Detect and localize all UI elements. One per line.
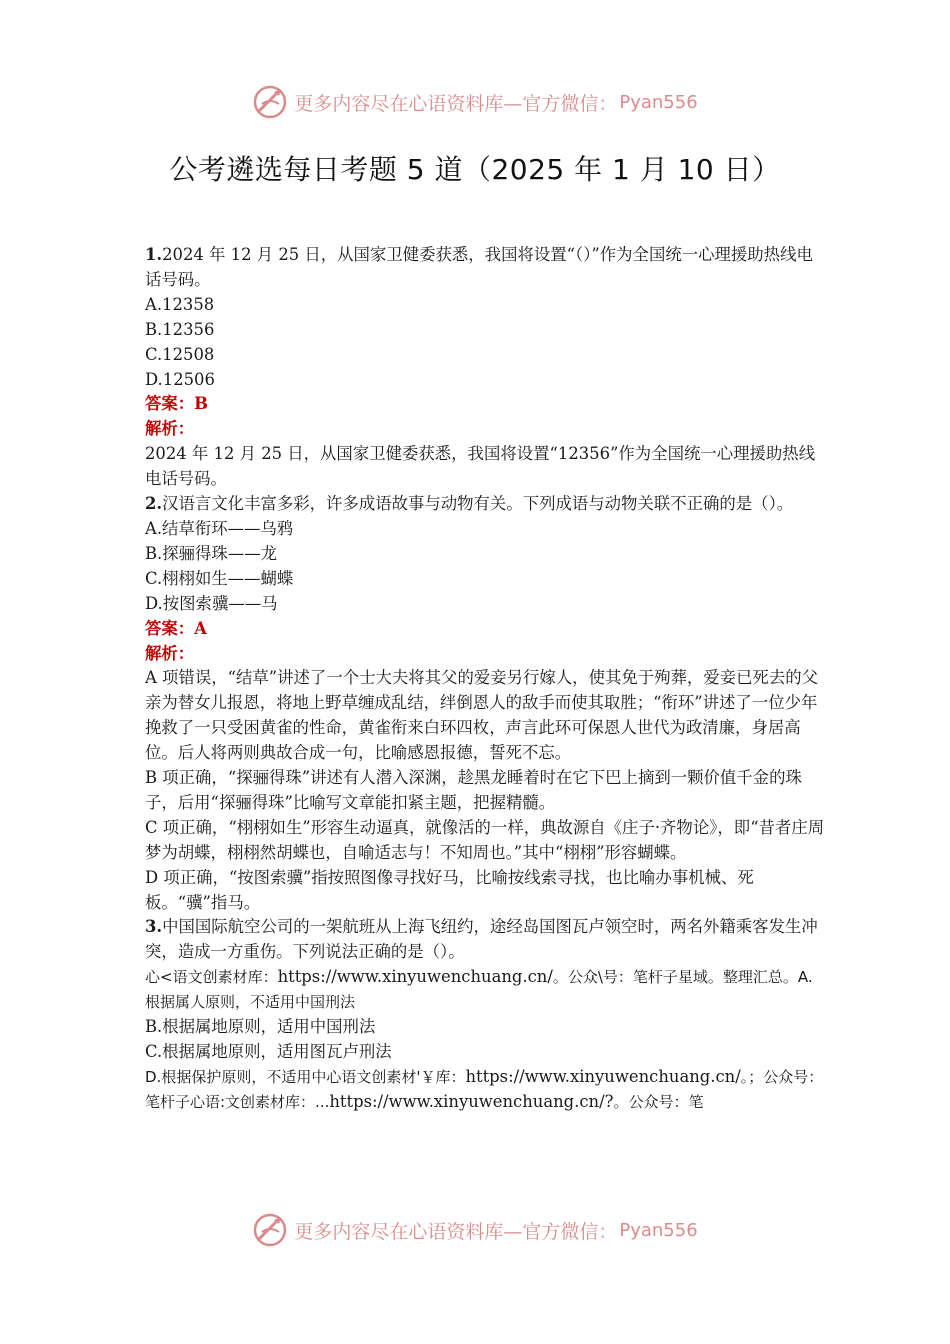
analysis-paragraph: A 项错误，“结草”讲述了一个士大夫将其父的爱妾另行嫁人，使其免于殉葬，爱妾已死去的父亲为替女儿报恩，将地上野草缠成乱结，绊倒恩人的敌手而使其取胜；“衔环”讲述了一位少年挽救了一只受困黄雀的性命，黄雀衔来白环四枚，声言此环可保恩人世代为政清廉，身居高位。后人将两则典故合成一句，比喻感恩报德，誓死不忘。 xyxy=(145,668,819,763)
analysis-label: 解析： xyxy=(145,419,195,439)
page-title: 公考遴选每日考题 5 道（2025 年 1 月 10 日） xyxy=(169,153,781,186)
option-a-with-watermark xyxy=(145,965,825,1015)
answer: 答案：A xyxy=(145,618,207,638)
banner-text: 更多内容尽在心语资料库—官方微信： xyxy=(294,1220,618,1243)
analysis-label: 解析： xyxy=(145,643,195,663)
question-text: 中国国际航空公司的一架航班从上海飞纽约，途经岛国图瓦卢领空时，两名外籍乘客发生冲突，造成一方重伤。下列说法正确的是（）。 xyxy=(145,917,818,962)
document-body xyxy=(145,243,825,1115)
banner-wechat-id: Pyan556 xyxy=(619,91,698,113)
header-banner xyxy=(0,80,950,124)
option: B.根据属地原则，适用中国刑法 xyxy=(145,1017,376,1037)
watermark-text: 。公众号：笔 xyxy=(613,1092,704,1111)
option: C.12508 xyxy=(145,344,215,364)
watermark-text: 。；公众号：笔杆子心语:文创素材库：... xyxy=(145,1067,824,1111)
watermark-text: 心<语文创素材库： xyxy=(145,968,278,987)
option: A.12358 xyxy=(145,294,215,314)
answer: 答案：B xyxy=(145,394,209,414)
analysis-paragraph: B 项正确，“探骊得珠”讲述有人潜入深渊，趁黑龙睡着时在它下巴上摘到一颗价值千金的珠子，后用“探骊得珠”比喻写文章能扣紧主题，把握精髓。 xyxy=(145,768,802,812)
question-3-stem xyxy=(145,915,825,965)
watermark-url[interactable]: https://www.xinyuwenchuang.cn/ xyxy=(277,967,553,987)
question-number: 2. xyxy=(145,494,163,514)
question-number: 1. xyxy=(145,245,163,264)
question-2-stem xyxy=(145,492,825,517)
watermark-url[interactable]: https://www.xinyuwenchuang.cn/ xyxy=(465,1066,741,1086)
analysis-paragraph: D 项正确，“按图索骥”指按照图像寻找好马，比喻按线索寻找，也比喻办事机械、死板。“骥”指马。 xyxy=(145,867,754,912)
question-1-stem xyxy=(145,243,825,293)
brand-logo-icon xyxy=(252,1212,288,1248)
analysis-paragraph: 2024 年 12 月 25 日，从国家卫健委获悉，我国将设置“12356”作为全国统一心理援助热线电话号码。 xyxy=(145,444,816,489)
banner-wechat-id: Pyan556 xyxy=(619,1219,698,1241)
question-text: 2024 年 12 月 25 日，从国家卫健委获悉，我国将设置“（）”作为全国统一心理援助热线电话号码。 xyxy=(145,245,813,289)
question-text: 汉语言文化丰富多彩，许多成语故事与动物有关。下列成语与动物关联不正确的是（）。 xyxy=(162,494,794,514)
brand-logo-icon xyxy=(252,84,288,120)
option: B.探骊得珠——龙 xyxy=(145,543,277,563)
banner-text: 更多内容尽在心语资料库—官方微信： xyxy=(294,92,618,115)
option-text: 。公众\号：笔杆子星域。整理汇总。A.根据属人原则，不适用中国刑法 xyxy=(145,968,813,1012)
option: D.按图索骥——马 xyxy=(145,593,278,613)
option: A.结草衔环——乌鸦 xyxy=(145,518,294,538)
question-number: 3. xyxy=(145,917,163,937)
option: C.根据属地原则，适用图瓦卢刑法 xyxy=(145,1042,392,1061)
option-d-with-watermark xyxy=(145,1065,825,1115)
option-text: D.根据保护原则，不适用中心语文创素材'￥库： xyxy=(145,1067,466,1086)
watermark-url[interactable]: https://www.xinyuwenchuang.cn/? xyxy=(329,1091,614,1111)
option: C.栩栩如生——蝴蝶 xyxy=(145,568,294,588)
footer-banner xyxy=(0,1208,950,1252)
analysis-paragraph: C 项正确，“栩栩如生”形容生动逼真，就像活的一样，典故源自《庄子·齐物论》，即“昔者庄周梦为胡蝶，栩栩然胡蝶也，自喻适志与！不知周也。”其中“栩栩”形容蝴蝶。 xyxy=(145,817,825,862)
option: B.12356 xyxy=(145,319,215,339)
option: D.12506 xyxy=(145,369,215,389)
